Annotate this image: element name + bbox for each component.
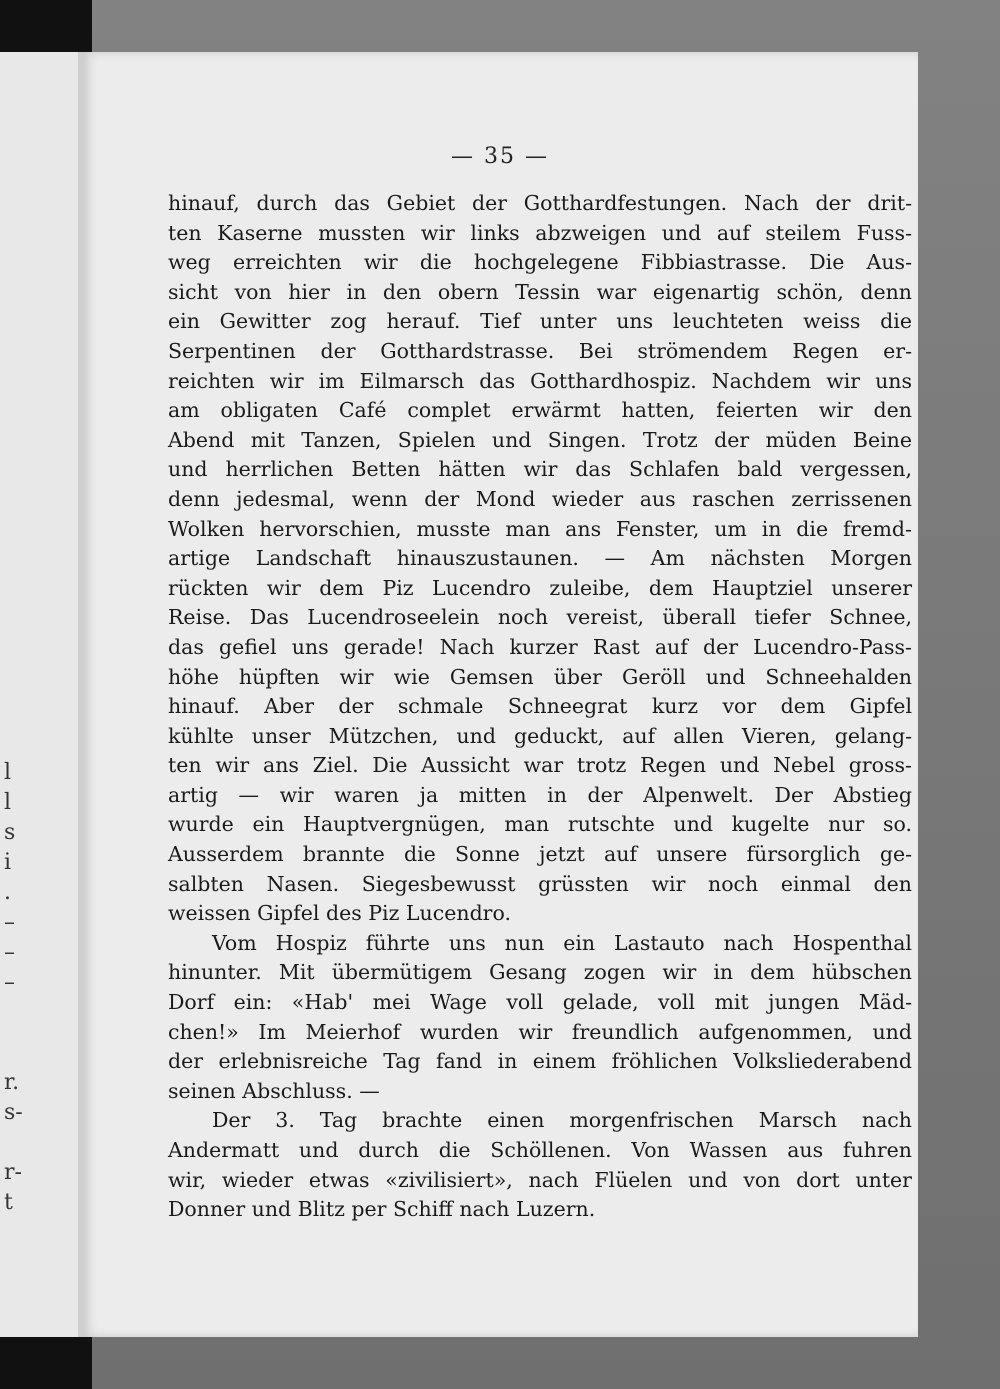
paragraph-3 [168, 1106, 912, 1224]
text-line: denn jedesmal, wenn der Mond wieder aus raschen zerrissenen [168, 486, 912, 511]
paragraph-1 [168, 189, 912, 929]
text-line: hinauf, durch das Gebiet der Gotthardfestungen. Nach der drit- [168, 191, 912, 215]
text-line: salbten Nasen. Siegesbewusst grüssten wir noch einmal den [168, 871, 912, 896]
text-line: Ausserdem brannte die Sonne jetzt auf unsere fürsorglich ge- [168, 842, 912, 867]
text-line: ten Kaserne mussten wir links abzweigen und auf steilem Fuss- [168, 220, 912, 245]
text-line: hinunter. Mit übermütigem Gesang zogen wir in dem hübschen [168, 960, 912, 985]
text-line: Andermatt und durch die Schöllenen. Von Wassen aus fuhren [168, 1138, 912, 1162]
margin-fragment: – [4, 910, 15, 935]
margin-fragment: l [4, 760, 12, 785]
margin-fragment: s- [4, 1100, 23, 1125]
margin-fragment: r- [4, 1160, 22, 1185]
margin-fragment: – [4, 970, 15, 995]
text-line: Abend mit Tanzen, Spielen und Singen. Trotz der müden Beine [168, 427, 912, 452]
margin-fragment: l [4, 790, 12, 815]
text-line: ein Gewitter zog herauf. Tief unter uns leuchteten weiss die [168, 309, 912, 334]
text-line: Donner und Blitz per Schiff nach Luzern. [168, 1197, 596, 1222]
paragraph-2 [168, 929, 912, 1107]
text-line: Der 3. Tag brachte einen morgenfrischen Marsch nach [212, 1108, 912, 1133]
book-page [82, 52, 918, 1337]
text-line: höhe hüpften wir wie Gemsen über Geröll und Schneehalden [168, 664, 912, 689]
text-line: am obligaten Café complet erwärmt hatten, feierten wir den [168, 398, 912, 423]
page-body [168, 189, 912, 1225]
margin-fragment: i [4, 850, 12, 875]
text-line: wir, wieder etwas «zivilisiert», nach Flüelen und von dort unter [168, 1167, 912, 1192]
text-line: kühlte unser Mützchen, und geduckt, auf allen Vieren, gelang- [168, 723, 912, 748]
text-line: hinauf. Aber der schmale Schneegrat kurz vor dem Gipfel [168, 694, 912, 719]
text-line: Dorf ein: «Hab' mei Wage voll gelade, voll mit jungen Mäd- [168, 990, 912, 1015]
text-line: das gefiel uns gerade! Nach kurzer Rast auf der Lucendro-Pass- [168, 634, 912, 659]
page-number: — 35 — [451, 144, 549, 169]
text-line: Reise. Das Lucendroseelein noch vereist, überall tiefer Schnee, [168, 605, 912, 630]
margin-fragment: . [4, 880, 11, 905]
text-line: ten wir ans Ziel. Die Aussicht war trotz Regen und Nebel gross- [168, 753, 912, 778]
margin-fragment: r. [4, 1070, 20, 1095]
margin-fragment: – [4, 940, 15, 965]
text-line: rückten wir dem Piz Lucendro zuleibe, dem Hauptziel unserer [168, 575, 912, 600]
text-line: Wolken hervorschien, musste man ans Fenster, um in die fremd- [168, 516, 912, 541]
text-line: und herrlichen Betten hätten wir das Schlafen bald vergessen, [168, 457, 912, 482]
previous-page-edge [0, 52, 82, 1337]
text-line: weg erreichten wir die hochgelegene Fibbiastrasse. Die Aus- [168, 250, 912, 275]
text-line: Vom Hospiz führte uns nun ein Lastauto nach Hospenthal [212, 930, 912, 955]
text-line: Serpentinen der Gotthardstrasse. Bei strömendem Regen er- [168, 338, 912, 363]
text-line: seinen Abschluss. — [168, 1078, 380, 1103]
text-line: weissen Gipfel des Piz Lucendro. [168, 901, 511, 926]
text-line: der erlebnisreiche Tag fand in einem fröhlichen Volksliederabend [168, 1049, 912, 1074]
margin-fragment: t [4, 1190, 13, 1215]
text-line: artige Landschaft hinauszustaunen. — Am nächsten Morgen [168, 546, 912, 571]
margin-fragment: s [4, 820, 16, 845]
text-line: reichten wir im Eilmarsch das Gotthardhospiz. Nachdem wir uns [168, 368, 912, 393]
text-line: chen!» Im Meierhof wurden wir freundlich aufgenommen, und [168, 1019, 912, 1044]
text-line: wurde ein Hauptvergnügen, man rutschte und kugelte nur so. [168, 812, 912, 837]
text-line: sicht von hier in den obern Tessin war eigenartig schön, denn [168, 279, 912, 304]
text-line: artig — wir waren ja mitten in der Alpenwelt. Der Abstieg [168, 782, 912, 807]
